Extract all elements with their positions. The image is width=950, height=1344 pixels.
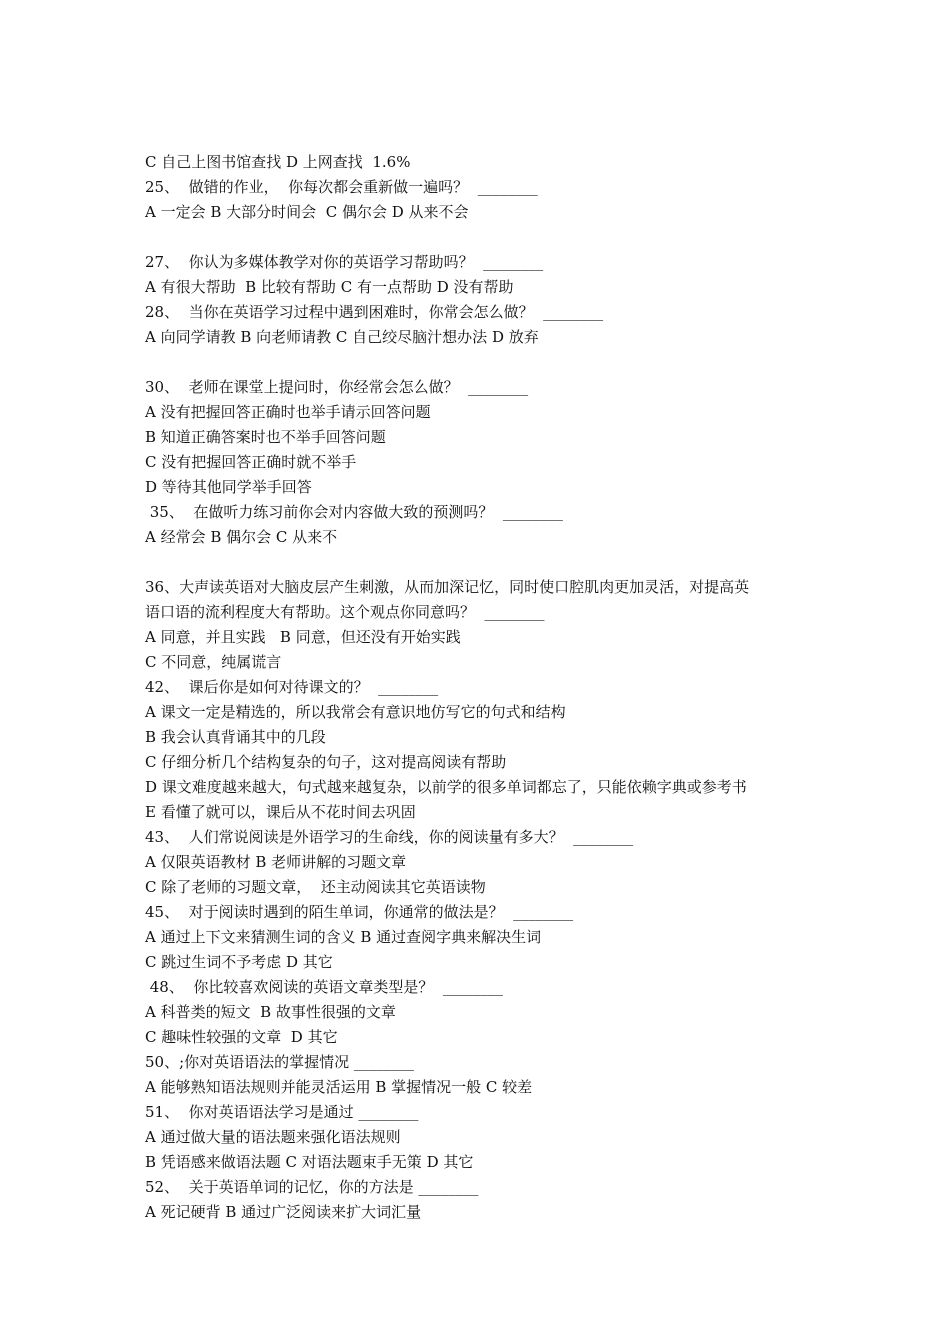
answer-option-e: E 看懂了就可以，课后从不花时间去巩固 [145,803,416,821]
answer-option-b: B 我会认真背诵其中的几段 [145,728,326,746]
answer-options-line: A 经常会 B 偶尔会 C 从来不 [145,528,338,546]
answer-options-line: A 向同学请教 B 向老师请教 C 自己绞尽脑汁想办法 D 放弃 [145,328,539,346]
answer-options-line: B 凭语感来做语法题 C 对语法题束手无策 D 其它 [145,1153,474,1171]
question-51: 51、 你对英语语法学习是通过 ________ [145,1103,419,1121]
answer-options-line: C 自己上图书馆查找 D 上网查找 1.6% [145,153,411,171]
questionnaire-body [145,150,825,1225]
answer-option-c: C 不同意，纯属谎言 [145,653,282,671]
answer-option-b: B 知道正确答案时也不举手回答问题 [145,428,386,446]
question-48: 48、 你比较喜欢阅读的英语文章类型是？ ________ [145,978,503,996]
question-30: 30、 老师在课堂上提问时，你经常会怎么做？ ________ [145,378,529,396]
question-42: 42、 课后你是如何对待课文的？ ________ [145,678,439,696]
question-45: 45、 对于阅读时遇到的陌生单词，你通常的做法是？ ________ [145,903,574,921]
answer-options-line: A 通过上下文来猜测生词的含义 B 通过查阅字典来解决生词 [145,928,542,946]
answer-options-line: C 跳过生词不予考虑 D 其它 [145,953,333,971]
answer-options-line: C 趣味性较强的文章 D 其它 [145,1028,338,1046]
question-43: 43、 人们常说阅读是外语学习的生命线，你的阅读量有多大？ ________ [145,828,634,846]
answer-option-c: C 除了老师的习题文章， 还主动阅读其它英语读物 [145,878,486,896]
question-35: 35、 在做听力练习前你会对内容做大致的预测吗？ ________ [145,503,563,521]
answer-options-line: A 一定会 B 大部分时间会 C 偶尔会 D 从来不会 [145,203,469,221]
answer-option-d: D 等待其他同学举手回答 [145,478,312,496]
answer-options-line: A 能够熟知语法规则并能灵活运用 B 掌握情况一般 C 较差 [145,1078,533,1096]
answer-options-line: A 科普类的短文 B 故事性很强的文章 [145,1003,396,1021]
question-36-line-2: 语口语的流利程度大有帮助。这个观点你同意吗？ ________ [145,603,545,621]
answer-option-d: D 课文难度越来越大，句式越来越复杂，以前学的很多单词都忘了，只能依赖字典或参考书 [145,778,747,796]
blank-line [145,225,825,250]
blank-line [145,550,825,575]
answer-option-a: A 没有把握回答正确时也举手请示回答问题 [145,403,431,421]
question-36-line-1: 36、大声读英语对大脑皮层产生刺激，从而加深记忆，同时使口腔肌肉更加灵活，对提高英 [145,578,750,596]
answer-options-line: A 死记硬背 B 通过广泛阅读来扩大词汇量 [145,1203,422,1221]
blank-line [145,350,825,375]
question-25: 25、 做错的作业， 你每次都会重新做一遍吗？ ________ [145,178,538,196]
question-52: 52、 关于英语单词的记忆，你的方法是 ________ [145,1178,479,1196]
answer-option-c: C 没有把握回答正确时就不举手 [145,453,357,471]
answer-options-line: A 仅限英语教材 B 老师讲解的习题文章 [145,853,407,871]
answer-option-a: A 通过做大量的语法题来强化语法规则 [145,1128,401,1146]
answer-option-a: A 课文一定是精选的，所以我常会有意识地仿写它的句式和结构 [145,703,566,721]
answer-option-c: C 仔细分析几个结构复杂的句子，这对提高阅读有帮助 [145,753,507,771]
answer-options-line: A 同意，并且实践 B 同意，但还没有开始实践 [145,628,461,646]
answer-options-line: A 有很大帮助 B 比较有帮助 C 有一点帮助 D 没有帮助 [145,278,514,296]
question-28: 28、 当你在英语学习过程中遇到困难时，你常会怎么做？ ________ [145,303,604,321]
question-50: 50、;你对英语语法的掌握情况 ________ [145,1053,414,1071]
question-27: 27、 你认为多媒体教学对你的英语学习帮助吗？ ________ [145,253,544,271]
